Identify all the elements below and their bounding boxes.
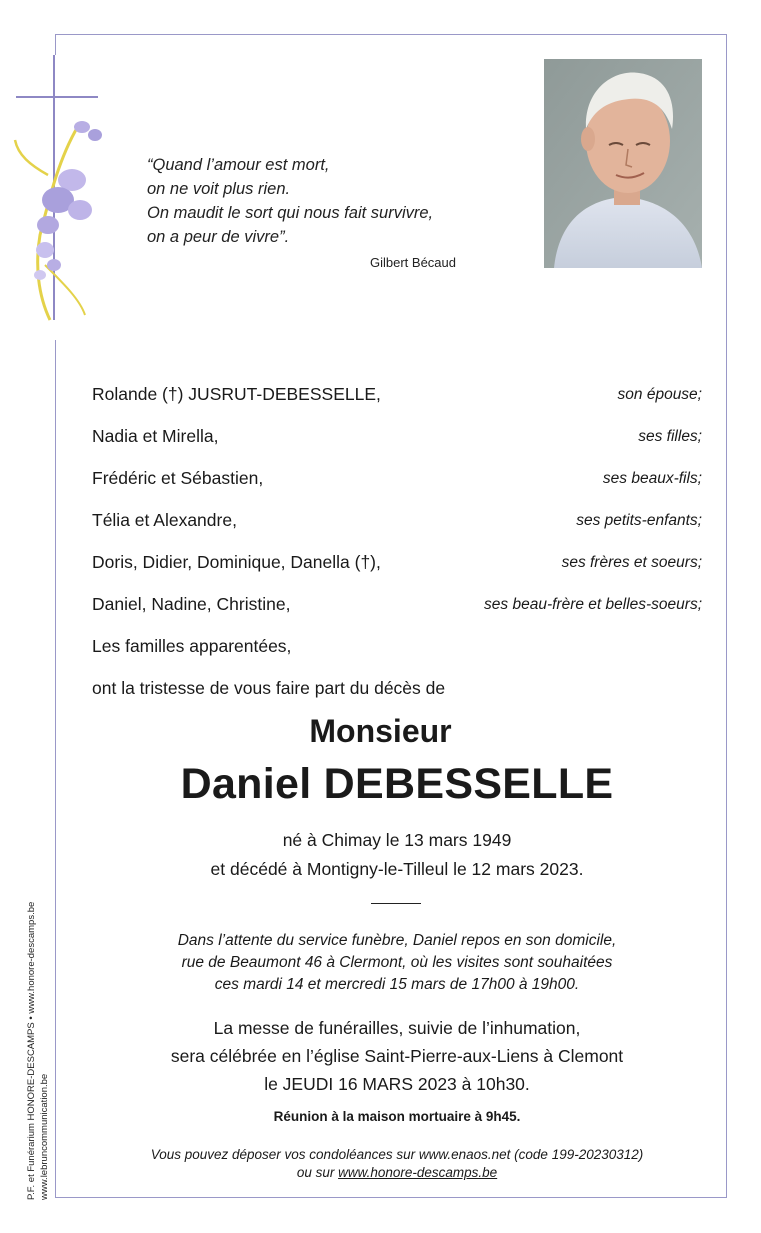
family-name: Nadia et Mirella, <box>92 426 219 446</box>
family-row <box>92 552 704 594</box>
family-relation: ses frères et soeurs; <box>561 554 702 571</box>
family-list <box>92 384 704 678</box>
repose-info <box>0 930 761 996</box>
family-row <box>92 426 704 468</box>
cross-bar <box>16 96 98 98</box>
family-name: Frédéric et Sébastien, <box>92 468 264 488</box>
repose-line: Dans l’attente du service funèbre, Daniel repos en son domicile, <box>177 932 617 949</box>
quote <box>147 153 433 249</box>
family-relation: ses beaux-fils; <box>602 470 702 487</box>
meeting-info: Réunion à la maison mortuaire à 9h45. <box>273 1109 521 1124</box>
life-dates <box>0 826 761 884</box>
birth-line: né à Chimay le 13 mars 1949 <box>282 830 512 850</box>
quote-author: Gilbert Bécaud <box>370 255 456 270</box>
death-line: et décédé à Montigny-le-Tilleul le 12 mars 2023. <box>210 859 584 879</box>
family-row <box>92 636 704 678</box>
family-relation: ses beau-frère et belles-soeurs; <box>484 596 702 613</box>
family-relation: ses petits-enfants; <box>576 512 702 529</box>
family-relation: ses filles; <box>638 428 702 445</box>
condolences-line: Vous pouvez déposer vos condoléances sur www.enaos.net (code 199-20230312) <box>150 1147 644 1162</box>
family-name: Télia et Alexandre, <box>92 510 237 530</box>
deceased-name: Daniel DEBESSELLE <box>180 760 614 808</box>
side-credit-line: P.F. et Funérarium HONORE-DESCAMPS • www.honore-descamps.be <box>26 901 37 1200</box>
family-row <box>92 594 704 636</box>
family-name: Doris, Didier, Dominique, Danella (†), <box>92 552 381 572</box>
freesia-flower-icon <box>10 115 120 325</box>
quote-line: on ne voit plus rien. <box>147 180 291 198</box>
funeral-info <box>0 1014 761 1098</box>
side-credits <box>25 902 51 1200</box>
condolences-info <box>0 1146 761 1182</box>
side-credit-line: www.lebruncommunication.be <box>39 1073 50 1200</box>
divider <box>371 903 421 904</box>
funeral-line: sera célébrée en l’église Saint-Pierre-aux-Liens à Clemont <box>170 1046 624 1066</box>
family-relation: son épouse; <box>617 386 702 403</box>
family-name: Daniel, Nadine, Christine, <box>92 594 291 614</box>
condolences-prefix: ou sur <box>296 1165 339 1180</box>
quote-line: “Quand l’amour est mort, <box>147 156 330 174</box>
funeral-line: le JEUDI 16 MARS 2023 à 10h30. <box>264 1074 530 1094</box>
funeral-line: La messe de funérailles, suivie de l’inhumation, <box>213 1018 581 1038</box>
repose-line: ces mardi 14 et mercredi 15 mars de 17h00 à 19h00. <box>214 976 580 993</box>
condolences-line-2 <box>0 1164 761 1182</box>
quote-line: On maudit le sort qui nous fait survivre, <box>147 204 434 222</box>
quote-line: on a peur de vivre”. <box>147 228 290 246</box>
family-name: Les familles apparentées, <box>92 636 292 656</box>
repose-line: rue de Beaumont 46 à Clermont, où les visites sont souhaitées <box>181 954 613 971</box>
family-row <box>92 384 704 426</box>
family-row <box>92 468 704 510</box>
family-name: Rolande (†) JUSRUT-DEBESSELLE, <box>92 384 381 404</box>
portrait-photo <box>544 59 702 268</box>
announcement-text: ont la tristesse de vous faire part du décès de <box>92 678 446 698</box>
honore-descamps-link[interactable]: www.honore-descamps.be <box>338 1165 498 1180</box>
family-row <box>92 510 704 552</box>
civility-title: Monsieur <box>309 713 452 749</box>
